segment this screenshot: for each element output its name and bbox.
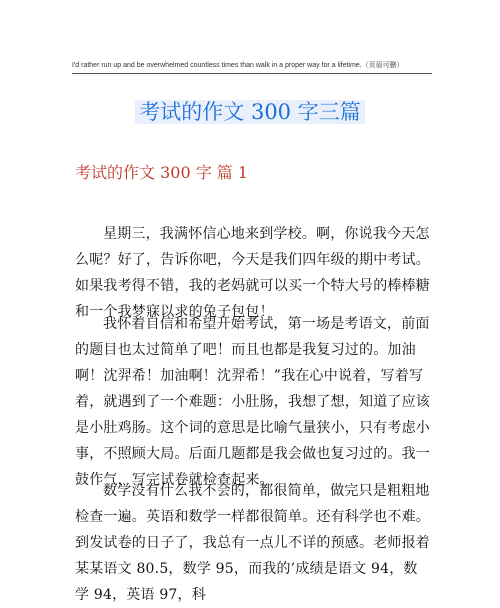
paragraph-1: 星期三，我满怀信心地来到学校。啊，你说我今天怎么呢？好了，告诉你吧，今天是我们四年级的期中考试。如果我考得不错，我的老妈就可以买一个特大号的棒棒糖和一个我梦寐以求的兔子包包！ <box>75 226 430 320</box>
page-header-text: I'd rather run up and be overwhelmed countless times than walk in a proper way for a lifetime.（页眉可删） <box>72 62 404 69</box>
paragraph-2: 我怀着自信和希望开始考试，第一场是考语文，前面的题目也太过简单了吧！而且也都是我复习过的。加油啊！沈羿希！加油啊！沈羿希！”我在心中说着，写着写着，就遇到了一个难题：小肚肠，我想了想，知道了应该是小肚鸡肠。这个词的意思是比喻气量狭小，只有考虑小事，不照顾大局。后面几题都是我会做也复习过的。我一鼓作气，写完试卷就检查起来。 <box>75 316 430 488</box>
paragraph-3: 数学没有什么我不会的，都很简单，做完只是粗粗地检查一遍。英语和数学一样都很简单。还有科学也不难。到发试卷的日子了，我总有一点儿不详的预感。老师报着某某语文 80.5，数学 95，而我的’成绩是语文 94，数学 94，英语 97，科 <box>75 483 430 603</box>
section-title: 考试的作文 300 字 篇 1 <box>75 163 249 182</box>
document-title <box>0 96 500 126</box>
header-divider <box>72 73 432 74</box>
document-title-text: 考试的作文 300 字三篇 <box>135 100 364 124</box>
